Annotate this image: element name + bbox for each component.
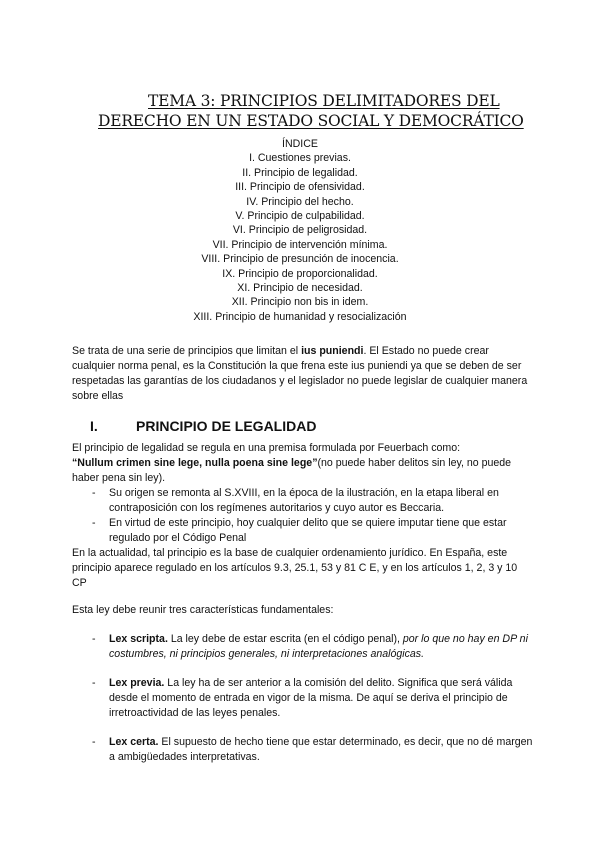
- bullet-virtue: En virtud de este principio, hoy cualquier delito que se quiere imputar tiene que estar regulado por el Código Penal: [109, 517, 507, 544]
- feature-text: El supuesto de hecho tiene que estar determinado, es decir, que no dé margen a ambigüedades interpretativas.: [109, 736, 533, 763]
- dash-bullet: -: [92, 633, 96, 645]
- feature-title: Lex previa.: [109, 677, 165, 689]
- page-title-line-2: DERECHO EN UN ESTADO SOCIAL Y DEMOCRÁTICO: [98, 112, 524, 130]
- intro-paragraph: [72, 344, 534, 404]
- index-item: IV. Principio del hecho.: [246, 195, 354, 208]
- feature-text: La ley ha de ser anterior a la comisión del delito. Significa que será válida desde el momento de entrada en vigor de la misma. De aquí se deriva el principio de irretroactividad de las leyes penales.: [109, 677, 513, 719]
- intro-bold-term: ius puniendi: [301, 345, 364, 357]
- feature-italic-text: por lo que no hay en DP ni costumbres, ni principios generales, ni interpretaciones analógicas.: [109, 633, 528, 660]
- page-title-line-1: TEMA 3: PRINCIPIOS DELIMITADORES DEL: [148, 92, 500, 110]
- index-item: XI. Principio de necesidad.: [237, 282, 363, 295]
- latin-maxim-translation: (no puede haber delitos sin ley, no puede haber pena sin ley).: [72, 457, 512, 484]
- index-item: I. Cuestiones previas.: [249, 152, 351, 165]
- index-item: VII. Principio de intervención mínima.: [212, 238, 388, 251]
- legality-intro-text: El principio de legalidad se regula en una premisa formulada por Feuerbach como:: [72, 442, 461, 454]
- index-item: II. Principio de legalidad.: [242, 166, 358, 179]
- index-item: VI. Principio de peligrosidad.: [232, 224, 368, 237]
- characteristics-intro: Esta ley debe reunir tres características fundamentales:: [72, 604, 334, 616]
- dash-bullet: -: [92, 487, 96, 499]
- index-item: IX. Principio de proporcionalidad.: [222, 267, 378, 280]
- feature-text: La ley debe de estar escrita (en el código penal),: [167, 633, 403, 645]
- dash-bullet: -: [92, 736, 96, 748]
- dash-bullet: -: [92, 677, 96, 689]
- feature-lex-previa: [109, 676, 534, 721]
- dash-bullet: -: [92, 517, 96, 529]
- feature-title: Lex scripta.: [109, 633, 168, 645]
- section-heading: PRINCIPIO DE LEGALIDAD: [136, 418, 317, 434]
- table-of-contents: [0, 137, 600, 324]
- legality-intro-paragraph: [72, 441, 534, 486]
- feature-title: Lex certa.: [109, 736, 159, 748]
- index-item: III. Principio de ofensividad.: [235, 181, 365, 194]
- feature-lex-certa: [109, 735, 534, 765]
- index-heading: ÍNDICE: [282, 138, 318, 150]
- index-item: XIII. Principio de humanidad y resocialización: [193, 310, 407, 323]
- intro-text: Se trata de una serie de principios que limitan el: [72, 345, 302, 357]
- index-item: VIII. Principio de presunción de inocencia.: [201, 253, 399, 266]
- index-item: XII. Principio non bis in idem.: [231, 296, 369, 309]
- index-item: V. Principio de culpabilidad.: [235, 210, 365, 223]
- intro-text-rest: . El Estado no puede crear cualquier norma penal, es la Constitución la que frena este ius puniendi ya que se deben de ser respetadas las garantías de los ciudadanos y el legislador no puede legislar de cualquier manera sobre ellas: [72, 345, 528, 402]
- feature-lex-scripta: [109, 632, 534, 662]
- bullet-origin: Su origen se remonta al S.XVIII, en la época de la ilustración, en la etapa liberal en contraposición con los regímenes autoritarios y cuyo autor es Beccaria.: [109, 487, 499, 514]
- legality-current-paragraph: En la actualidad, tal principio es la base de cualquier ordenamiento jurídico. En España, este principio aparece regulado en los artículos 9.3, 25.1, 53 y 81 C E, y en los artículos 1, 2, 3 y 10 CP: [72, 547, 518, 589]
- section-number: I.: [90, 418, 98, 434]
- latin-maxim: “Nullum crimen sine lege, nulla poena sine lege”: [72, 457, 318, 469]
